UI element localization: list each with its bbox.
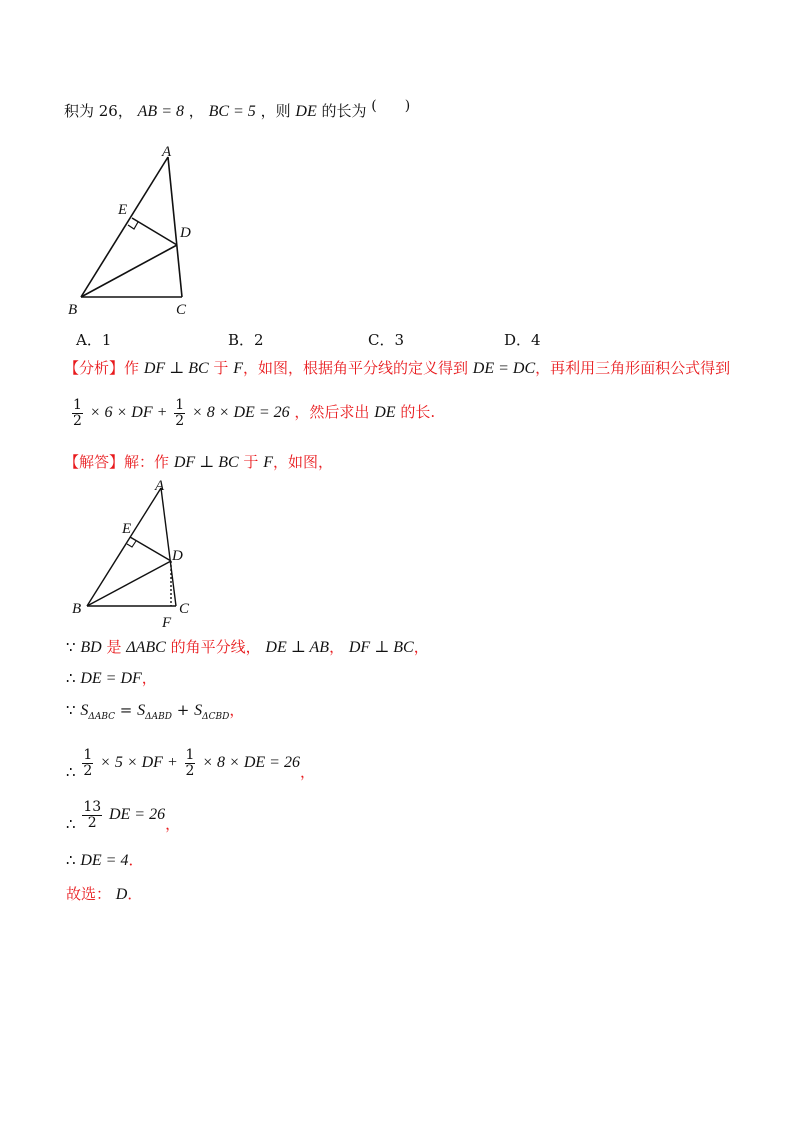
target-de: DE <box>295 103 317 120</box>
label-e: E <box>118 202 128 218</box>
label-d: D <box>172 548 183 564</box>
triangle-figure-2 <box>60 472 210 632</box>
option-b[interactable]: B．2 <box>228 331 264 349</box>
solution-line-1: 【解答】解：作 DF ⊥ BC 于 F，如图， <box>64 453 334 471</box>
question-line: 积为 26， AB = 8 ， BC = 5 ，则 DE 的长为 ( ) <box>64 98 411 120</box>
label-a: A <box>155 478 165 494</box>
side-ab <box>81 157 168 297</box>
solution-step-2: ∴ DE = DF， <box>66 669 157 687</box>
solution-tag: 【解答】 <box>64 453 125 471</box>
right-angle-mark <box>128 222 138 229</box>
solution-step-1: ∵ BD 是 ΔABC 的角平分线， DE ⊥ AB， DF ⊥ BC， <box>66 638 429 656</box>
solution-answer: 故选： D． <box>66 885 143 903</box>
side-ab <box>87 488 161 606</box>
answer-blank: ( ) <box>371 98 411 114</box>
bisector-bd <box>87 561 171 606</box>
side-ac <box>161 488 176 606</box>
analysis-tag: 【分析】 <box>64 359 125 377</box>
given-ab: AB = 8 <box>137 103 184 120</box>
label-a: A <box>162 144 172 160</box>
label-e: E <box>122 521 132 537</box>
option-c[interactable]: C．3 <box>368 331 405 349</box>
perpendicular-de <box>132 218 177 245</box>
label-c: C <box>176 302 187 318</box>
label-f: F <box>162 615 172 631</box>
label-d: D <box>180 225 191 241</box>
option-a[interactable]: A．1 <box>76 331 112 349</box>
option-d[interactable]: D．4 <box>504 331 541 349</box>
solution-step-5: ∴ $\frac{13}{2}$ DE = 26， <box>66 799 181 834</box>
bisector-bd <box>81 245 177 297</box>
answer-letter: D <box>115 886 128 903</box>
label-c: C <box>179 601 190 617</box>
solution-step-3: ∵ $S_{\Delta ABC} = S_{\Delta ABD} + S_{\Delta CBD}$， <box>66 701 245 722</box>
given-bc: BC = 5 <box>208 103 256 120</box>
perpendicular-de <box>130 537 171 561</box>
solution-step-4: ∴ $\frac{1}{2}$ × 5 × DF + $\frac{1}{2}$ × 8 × DE = 26， <box>66 747 315 782</box>
analysis-line-2: $\frac{1}{2}$ × 6 × DF + $\frac{1}{2}$ × 8 × DE = 26 ，然后求出 DE 的长. <box>73 397 436 429</box>
label-b: B <box>72 601 82 617</box>
solution-step-6: ∴ DE = 4． <box>66 851 144 869</box>
triangle-figure-1 <box>60 140 230 320</box>
right-angle-mark <box>127 541 136 547</box>
label-b: B <box>68 302 78 318</box>
analysis-line-1: 【分析】作 DF ⊥ BC 于 F，如图，根据角平分线的定义得到 DE = DC，再利用三角形面积公式得到 <box>64 359 731 377</box>
